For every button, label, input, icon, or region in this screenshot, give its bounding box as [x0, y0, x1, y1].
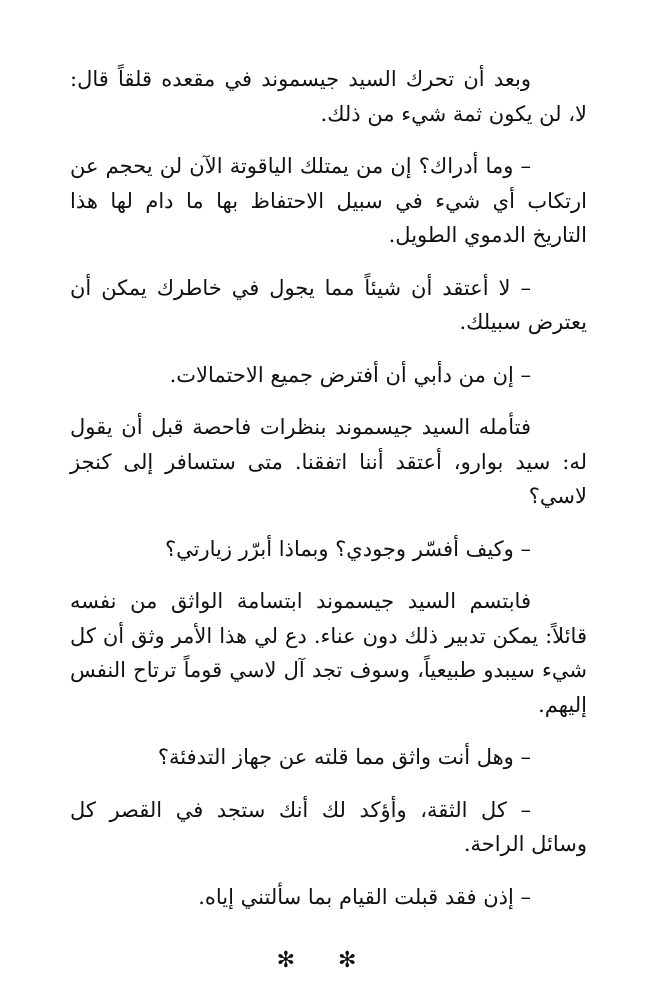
section-break-ornament: ✻ ✻ [276, 948, 375, 973]
paragraph-10: – إذن فقد قبلت القيام بما سألتني إياه. [198, 884, 531, 909]
paragraph-4: – إن من دأبي أن أفترض جميع الاحتمالات. [169, 362, 531, 387]
paragraph-3: – لا أعتقد أن شيئاً مما يجول في خاطرك يمكن أن يعترض سبيلك. [70, 275, 587, 334]
paragraph-5: فتأمله السيد جيسموند بنظرات فاحصة قبل أن يقول له: سيد بوارو، أعتقد أننا اتفقنا. متى ستسافر إلى كنجز لاسي؟ [70, 415, 587, 508]
paragraph-8: – وهل أنت واثق مما قلته عن جهاز التدفئة؟ [157, 745, 531, 769]
paragraph-9: – كل الثقة، وأؤكد لك أنك ستجد في القصر كل وسائل الراحة. [70, 797, 587, 856]
paragraph-6: – وكيف أفسّر وجودي؟ وبماذا أبرّر زيارتي؟ [164, 536, 531, 561]
page-body [70, 62, 587, 932]
paragraph-1: وبعد أن تحرك السيد جيسموند في مقعده قلقاً قال: لا، لن يكون ثمة شيء من ذلك. [70, 67, 587, 126]
paragraph-7: فابتسم السيد جيسموند ابتسامة الواثق من نفسه قائلاً: يمكن تدبير ذلك دون عناء. دع لي هذا الأمر وثق أن كل شيء سيبدو طبيعياً، وسوف تجد آل لاسي قوماً ترتاح النفس إليهم. [70, 589, 587, 717]
paragraph-2: – وما أدراك؟ إن من يمتلك الياقوتة الآن لن يحجم عن ارتكاب أي شيء في سبيل الاحتفاظ بها ما دام لها هذا التاريخ الدموي الطويل. [70, 154, 587, 247]
